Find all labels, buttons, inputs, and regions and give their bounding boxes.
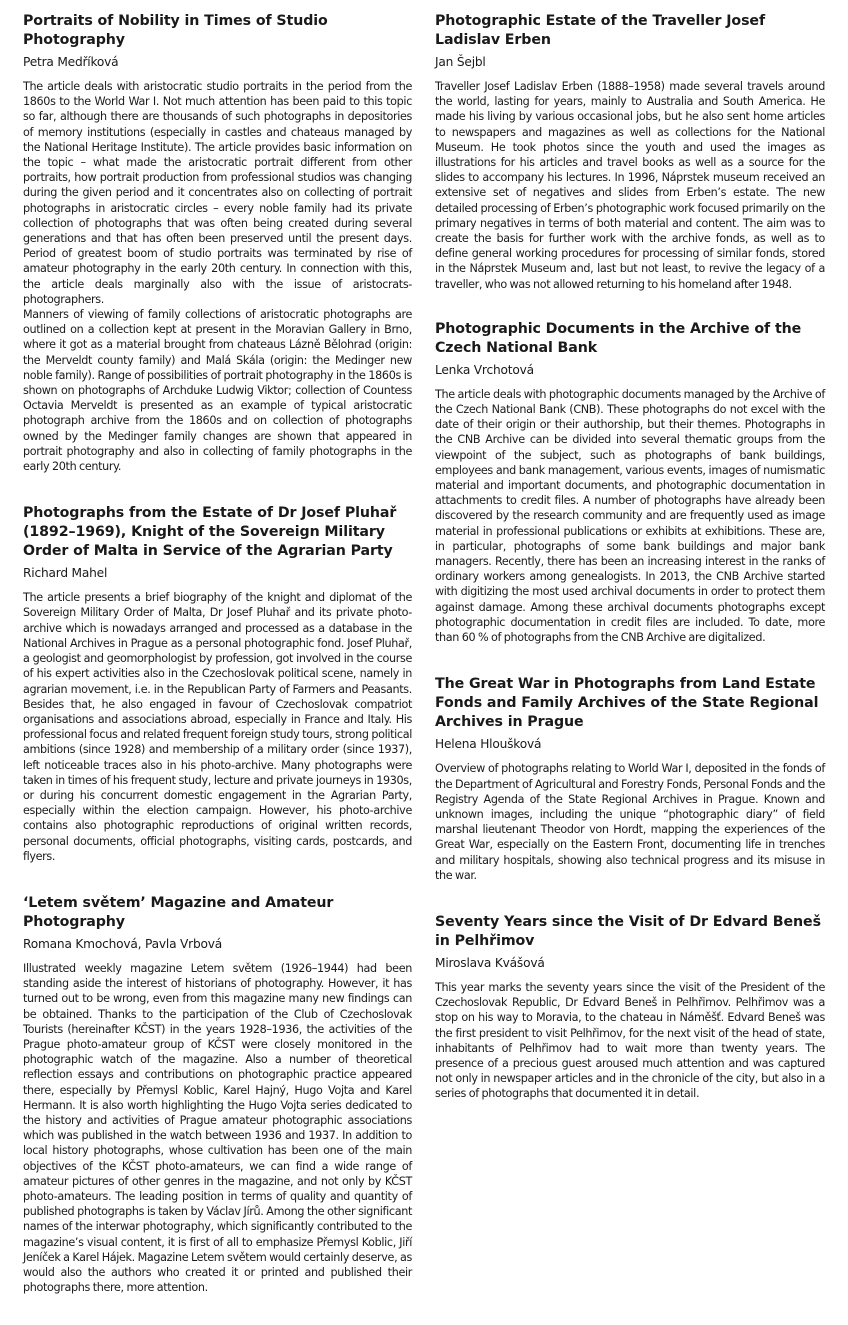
article-title: Seventy Years since the Visit of Dr Edvard Beneš in Pelhřimov [435, 913, 821, 949]
article-erben-estate [435, 12, 825, 292]
article-pluhar-estate [23, 504, 412, 864]
article-title: ‘Letem světem’ Magazine and Amateur Photography [23, 894, 334, 930]
article-benes-visit [435, 913, 825, 1102]
article-author: Miroslava Kvášová [435, 955, 545, 970]
article-abstract: Manners of viewing of family collections of aristocratic photographs are outlined on a collection kept at present in the Moravian Gallery in Brno, where it got as a material brought from chateaus Lázně Bělohrad (origin: the Merveldt county family) and Malá Skála (origin: the Medinger new noble family). Range of possibilities of portrait photography in the 1860s is shown on photographs of Archduke Ludwig Viktor; collection of Countess Octavia Merveldt is presented as an example of typical aristocratic photograph archive from the 1860s and on collection of photographs owned by the Medinger family changes are shown that appeared in portrait photography and also in collecting of family photographs in the early 20th century. [23, 308, 412, 474]
article-portraits-of-nobility [23, 12, 412, 474]
article-great-war [435, 675, 825, 883]
article-abstract: The article presents a brief biography of the knight and diplomat of the Sovereign Military Order of Malta, Dr Josef Pluhař and its private photo-archive which is nowadays arranged and processed as a database in the National Archives in Prague as a personal photographic fond. Josef Pluhař, a geologist and geomorphologist by profession, got involved in the course of his expert activities also in the Czechoslovak political scene, namely in agrarian movement, i.e. in the Republican Party of Farmers and Peasants. Besides that, he also engaged in favour of Czechoslovak compatriot organisations and associations abroad, especially in France and Italy. His professional focus and related frequent foreign study tours, strong political ambitions (since 1928) and membership of a military order (since 1937), left noticeable traces also in his photo-archive. Many photographs were taken in times of his frequent study, lecture and private journeys in 1930s, or during his concurrent domestic engagement in the Agrarian Party, especially within the election campaign. However, his photo-archive contains also photographic reproductions of original written records, personal documents, official photographs, visiting cards, postcards, and flyers. [23, 591, 412, 863]
article-abstract: Traveller Josef Ladislav Erben (1888–1958) made several travels around the world, lasting for years, mainly to Australia and South America. He made his living by various occasional jobs, but he also sent home articles to newspapers and magazines as well as collections for the National Museum. He took photos since the youth and used the images as illustrations for his articles and travel books as well as a source for the slides to accompany his lectures. In 1996, Náprstek museum received an extensive set of negatives and slides from Erben’s estate. The new detailed processing of Erben’s photographic work focused primarily on the primary negatives in terms of both material and content. The aim was to create the basis for further work with the archive fonds, as well as to define general working procedures for processing of similar fonds, stored in the Náprstek Museum and, last but not least, to revive the legacy of a traveller, who was not allowed returning to his homeland after 1948. [435, 80, 825, 291]
article-author: Jan Šejbl [435, 55, 486, 69]
article-abstract: Illustrated weekly magazine Letem světem (1926–1944) had been standing aside the interest of historians of photography. However, it has turned out to be wrong, even from this magazine many new findings can be obtained. Thanks to the participation of the Club of Czechoslovak Tourists (hereinafter KČST) in the years 1928–1936, the activities of the Prague photo-amateur group of KČST were closely monitored in the photographic watch of the magazine. Also a number of theoretical reflection essays and contributions on photographic practice appeared there, especially by Přemysl Koblic, Karel Hajný, Hugo Vojta and Karel Hermann. It is also worth highlighting the Hugo Vojta series dedicated to the history and activities of Prague amateur photographic associations which was published in the watch between 1936 and 1937. In addition to local history photographs, whose cultivation has been one of the main objectives of the KČST photo-amateurs, we can find a wide range of amateur pictures of other genres in the magazine, and not only by KČST photo-amateurs. The leading position in terms of quality and quantity of published photographs is taken by Václav Jírů. Among the other significant names of the interwar photography, which significantly contributed to the magazine’s visual content, it is first of all to emphasize Přemysl Koblic, Jiří Jeníček a Karel Hájek. Magazine Letem světem would certainly deserve, as would also the authors who created it or printed and published their photographs there, more attention. [23, 961, 412, 1295]
article-title: Photographic Documents in the Archive of the Czech National Bank [435, 320, 802, 356]
article-abstract: The article deals with photographic documents managed by the Archive of the Czech National Bank (CNB). These photographs do not excel with the date of their origin or their authorship, but their themes. Photographs in the CNB Archive can be divided into several thematic groups from the viewpoint of the subject, such as photographs of bank buildings, employees and bank management, various events, images of numismatic material and important documents, and photographic documentation in attachments to credit files. A number of photographs have already been discovered by the research community and are frequently used as image material in professional publications or exhibits at exhibitions. These are, in particular, photographs of some bank buildings and major bank managers. Recently, there has been an increasing interest in the ranks of ordinary workers among genealogists. In 2013, the CNB Archive started with digitizing the most used archival documents in order to protect them against damage. Among these archival documents photographs except photographic documentation in credit files are included. To date, more than 60 % of photographs from the CNB Archive are digitalized. [435, 387, 825, 645]
article-title: Photographic Estate of the Traveller Josef Ladislav Erben [435, 13, 766, 48]
article-author: Richard Mahel [23, 566, 108, 581]
article-letem-svetem [23, 894, 412, 1295]
article-abstract: This year marks the seventy years since the visit of the President of the Czechoslovak Republic, Dr Edvard Beneš in Pelhřimov. Pelhřimov was a stop on his way to Moravia, to the chateau in Náměšť. Edvard Beneš was the first president to visit Pelhřimov, for the next visit of the head of state, inhabitants of Pelhřimov had to wait more than twenty years. The presence of a precious guest aroused much attention and was captured not only in newspaper articles and in the chronicle of the city, but also in a series of photographs that documented it in detail. [435, 980, 825, 1101]
article-author: Romana Kmochová, Pavla Vrbová [23, 936, 223, 951]
article-author: Petra Medříková [23, 55, 119, 69]
article-cnb-archive [435, 320, 825, 645]
article-title: The Great War in Photographs from Land Estate Fonds and Family Archives of the State Regional Archives in Prague [435, 676, 819, 731]
left-column [23, 12, 412, 1325]
right-column [435, 12, 825, 1132]
article-author: Helena Hloušková [435, 737, 542, 752]
article-title: Photographs from the Estate of Dr Josef Pluhař (1892–1969), Knight of the Sovereign Military Order of Malta in Service of the Agrarian Party [23, 505, 397, 560]
article-abstract: Overview of photographs relating to World War I, deposited in the fonds of the Department of Agricultural and Forestry Fonds, Personal Fonds and the Registry Agenda of the State Regional Archives in Prague. Known and unknown images, including the unique “photographic diary” of field marshal lieutenant Theodor von Hordt, mapping the experiences of the Great War, especially on the Eastern Front, documenting life in trenches and military hospitals, showing also technical progress and its misuse in the war. [435, 762, 825, 882]
article-author: Lenka Vrchotová [435, 362, 534, 377]
article-abstract: The article deals with aristocratic studio portraits in the period from the 1860s to the World War I. Not much attention has been paid to this topic so far, although there are thousands of such photographs in depositories of memory institutions (especially in castles and chateaus managed by the National Heritage Institute). The article provides basic information on the topic – what made the aristocratic portrait different from other portraits, how portrait production from professional studios was changing during the given period and it concentrates also on collecting of portrait photographs in aristocratic circles – every noble family had its private collection of photographs that was often being created during several generations and that has often been preserved until the present days. Period of greatest boom of studio portraits was terminated by rise of amateur photography in the early 20th century. In connection with this, the article deals marginally also with the issue of aristocrats-photographers. [23, 80, 412, 306]
article-title: Portraits of Nobility in Times of Studio Photography [23, 13, 328, 48]
